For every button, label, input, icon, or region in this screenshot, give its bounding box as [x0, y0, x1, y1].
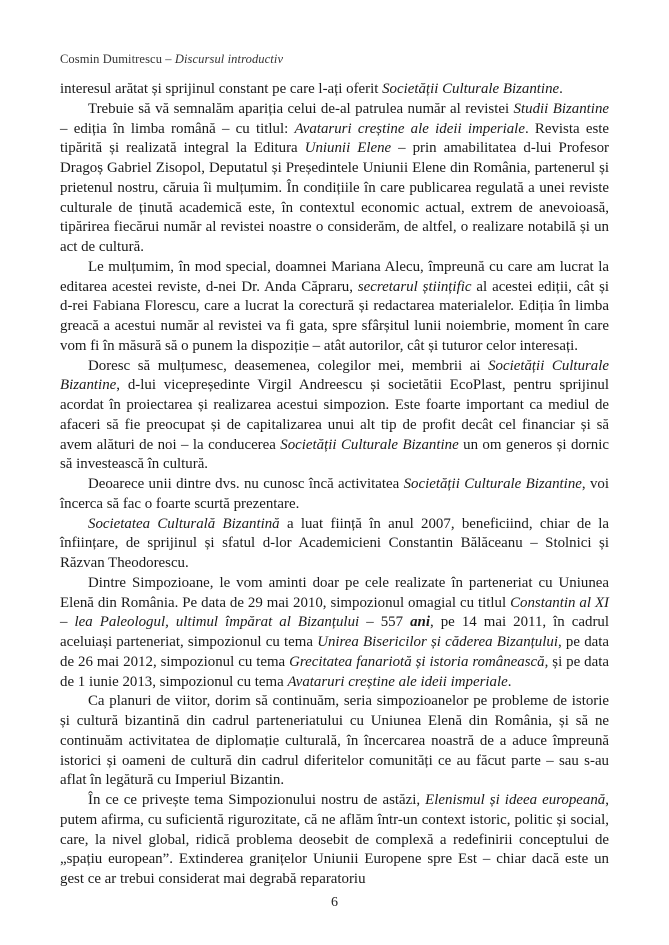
- paragraph: [60, 475, 609, 515]
- text-run: .: [559, 81, 563, 97]
- text-run: , voi încerca să fac o foarte scurtă prezentare.: [60, 476, 609, 512]
- paragraph: [60, 357, 609, 476]
- emphasized-text: Unirea Bisericilor și căderea Bizanțului: [317, 634, 558, 650]
- text-run: – 557: [359, 614, 411, 631]
- paragraph: [60, 574, 609, 693]
- text-run: , putem afirma, cu suficientă rigurozitate, că ne aflăm într-un context istoric, politic și social, care, la nivel global, ridică problema deosebit de complexă a redefinirii conceptului de „spațiu european”. Extinderea granițelor Uniunii Europene spre Est – chiar dacă este un gest ce ar trebui considerat mai degrabă reparatoriu: [60, 792, 609, 887]
- paragraph: [60, 100, 609, 258]
- header-author: Cosmin Dumitrescu: [60, 52, 163, 66]
- header-title: Discursul introductiv: [174, 52, 284, 66]
- text-run: Doresc să mulțumesc, deasemenea, colegilor mei, membrii ai: [88, 357, 489, 374]
- emphasized-text: ani: [410, 614, 430, 631]
- text-run: , pe data de 26 mai 2012, simpozionul cu tema: [60, 634, 610, 670]
- text-run: Deoarece unii dintre dvs. nu cunosc încă activitatea: [88, 476, 404, 492]
- text-run: Dintre Simpozioane, le vom aminti doar pe cele realizate în parteneriat cu Uniunea Elenă din România. Pe data de 29 mai 2010, simpozionul omagial cu titlul: [60, 574, 609, 611]
- paragraph: [60, 80, 609, 100]
- emphasized-text: Uniunii Elene: [304, 140, 392, 157]
- paragraph: [60, 258, 609, 357]
- text-run: , și pe data de 1 iunie 2013, simpozionul cu tema: [60, 653, 609, 690]
- page-body: [60, 80, 609, 890]
- emphasized-text: Societății Culturale Bizantine: [280, 436, 459, 453]
- emphasized-text: Grecitatea fanariotă și istoria românească: [289, 653, 545, 670]
- paragraph: [60, 692, 609, 791]
- page-number: 6: [331, 895, 338, 910]
- emphasized-text: Constantin al XI – lea Paleologul, ultimul împărat al Bizanțului: [60, 594, 610, 631]
- emphasized-text: Studii Bizantine: [513, 100, 609, 117]
- emphasized-text: Societății Culturale Bizantine: [382, 81, 560, 97]
- running-header: [60, 52, 283, 67]
- text-run: – prin amabilitatea d-lui Profesor Dragoș Gabriel Zisopol, Deputatul și Președintele Uniunii Elene din România, partenerul și prietenul nostru, căruia îi mulțumim. În condițiile în care publicarea regulată a unei reviste culturale de ținută academică este, în contextul economic actual, extrem de anevoioasă, tipărirea fiecărui număr al revistei noastre o considerăm, de altfel, o realizare notabilă și un act de cultură.: [60, 140, 609, 255]
- text-run: al acestei ediții, cât și d-rei Fabiana Florescu, care a lucrat la corectură și redactarea materialelor. Ediția în limba greacă a acestui număr al revistei va fi gata, spre sfârșitul lunii noiembrie, moment în care vom fi în măsură să o punem la dispoziție – atât autorilor, cât și tuturor celor interesați.: [60, 278, 609, 354]
- text-run: un om generos și dornic să investească în cultură.: [60, 436, 610, 473]
- text-run: .: [507, 673, 512, 690]
- text-run: Ca planuri de viitor, dorim să continuăm, seria simpozioanelor pe probleme de istorie și cultură bizantină din cadrul parteneriatului cu Uniunea Elenă din România, și să ne continuăm activitatea de diplomație culturală, în încercarea noastră de a aduce împreună istorici și oameni de cultură din cadrul diferitelor comunități ce au făcut parte – sau s-au aflat în legătură cu Imperiul Bizantin.: [60, 693, 609, 789]
- text-run: , d-lui vicepreședinte Virgil Andreescu și societătii EcoPlast, pentru sprijinul acordat în proiectarea și realizarea acestui simpozion. Este foarte important ca mediul de afaceri să fie preocupat și de capitalizarea unui alt tip de profit decât cel financiar și să avem alături de noi – la conducerea: [60, 377, 609, 453]
- text-run: . Revista este tipărită și realizată integral la Editura: [60, 120, 609, 157]
- text-run: a luat ființă în anul 2007, beneficiind, chiar de la înființare, de sprijinul și sfatul d-lor Academicieni Constantin Bălăceanu – Stolnici și Răzvan Theodorescu.: [60, 515, 610, 571]
- text-run: În ce ce privește tema Simpozionului nostru de astăzi,: [88, 792, 426, 808]
- text-run: Trebuie să vă semnalăm apariția celui de-al patrulea număr al revistei: [88, 100, 514, 117]
- emphasized-text: Elenismul și ideea europeană: [425, 792, 606, 808]
- text-run: – ediția în limba română – cu titlul:: [60, 120, 295, 137]
- emphasized-text: Societății Culturale Bizantine: [60, 357, 609, 394]
- emphasized-text: secretarul științific: [357, 278, 472, 295]
- paragraph: [60, 791, 609, 890]
- text-run: , pe 14 mai 2011, în cadrul aceluiași parteneriat, simpozionul cu tema: [60, 614, 609, 650]
- text-run: interesul arătat și sprijinul constant pe care l-ați oferit: [60, 81, 383, 97]
- emphasized-text: Avataruri creștine ale ideii imperiale: [287, 673, 508, 690]
- emphasized-text: Societatea Culturală Bizantină: [88, 515, 280, 532]
- paragraph: [60, 515, 609, 574]
- emphasized-text: Avataruri creștine ale ideii imperiale: [294, 120, 525, 137]
- text-run: Le mulțumim, în mod special, doamnei Mariana Alecu, împreună cu care am lucrat la editarea acestei reviste, d-nei Dr. Anda Căpraru,: [60, 258, 609, 295]
- header-separator: –: [162, 52, 175, 66]
- emphasized-text: Societății Culturale Bizantine: [403, 476, 582, 492]
